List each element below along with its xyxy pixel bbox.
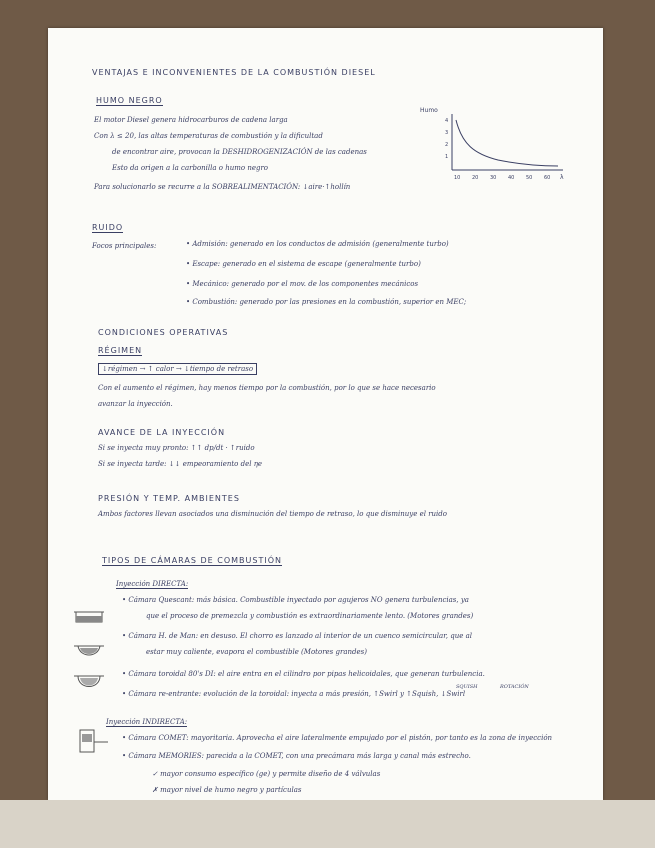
heading-regimen: RÉGIMEN [98, 346, 143, 355]
humo-line-5: Para solucionarlo se recurre a la SOBREALIMENTACIÓN: ↓aire·↑hollín [94, 183, 351, 191]
graph-xtick: 40 [508, 175, 515, 181]
rotacion-note: ROTACIÓN [500, 684, 529, 690]
regimen-text-1: Con el aumento el régimen, hay menos tiempo por la combustión, por lo que se hace necesario [98, 384, 436, 392]
heading-avance: AVANCE DE LA INYECCIÓN [98, 428, 226, 437]
graph-ytick: 4 [445, 118, 449, 124]
graph-xtick: 10 [454, 175, 461, 181]
graph-curve [456, 120, 558, 166]
ruido-intro: Focos principales: [92, 242, 157, 250]
directa-item: • Cámara toroidal 80's DI: el aire entra en el cilindro por pipas helicoidales, que generan turbulencia. [122, 670, 485, 678]
heading-humo-negro: HUMO NEGRO [96, 96, 163, 105]
directa-item: que el proceso de premezcla y combustión es extraordinariamente lento. (Motores grandes) [146, 612, 474, 620]
page-title: VENTAJAS E INCONVENIENTES DE LA COMBUSTIÓN DIESEL [92, 68, 376, 77]
chamber-sketches-icon [70, 598, 110, 698]
humo-lambda-graph [418, 104, 568, 184]
ruido-item: • Combustión: generado por las presiones en la combustión, superior en MEC; [186, 298, 467, 306]
heading-ruido: RUIDO [92, 223, 124, 232]
table-surface [0, 800, 655, 848]
indirecta-pro: ✓ mayor consumo específico (ge) y permite diseño de 4 válvulas [152, 770, 381, 778]
directa-item: • Cámara H. de Man: en desuso. El chorro es lanzado al interior de un cuenco semicircular, que al [122, 632, 473, 640]
indirecta-item: • Cámara COMET: mayoritaria. Aprovecha el aire lateralmente empujado por el pistón, por tanto es la zona de inyección [122, 734, 553, 742]
indirecta-item: • Cámara MEMORIES: parecida a la COMET, con una precámara más larga y canal más estrecho. [122, 752, 471, 760]
graph-ytick: 3 [445, 130, 449, 136]
humo-line-2: Con λ ≤ 20, las altas temperaturas de combustión y la dificultad [94, 132, 323, 140]
presion-line-1: Ambos factores llevan asociados una disminución del tiempo de retraso, lo que disminuye el ruido [98, 510, 447, 518]
directa-label: Inyección DIRECTA: [116, 580, 189, 588]
avance-line-2: Si se inyecta tarde: ↓↓ empeoramiento del ηe [98, 460, 263, 468]
humo-line-3: de encontrar aire, provocan la DESHIDROGENIZACIÓN de las cadenas [112, 148, 367, 156]
graph-ytick: 1 [445, 154, 449, 160]
graph-xtick: 50 [526, 175, 533, 181]
ruido-item: • Escape: generado en el sistema de escape (generalmente turbo) [186, 260, 421, 268]
directa-item: estar muy caliente, evapora el combustible (Motores grandes) [146, 648, 367, 656]
regimen-box: ↓régimen → ↑ calor → ↓tiempo de retraso [98, 363, 257, 375]
ruido-item: • Admisión: generado en los conductos de admisión (generalmente turbo) [186, 240, 449, 248]
graph-ytick: 2 [445, 142, 449, 148]
heading-condiciones: CONDICIONES OPERATIVAS [98, 328, 229, 337]
heading-presion: PRESIÓN Y TEMP. AMBIENTES [98, 494, 240, 503]
indirecta-con: ✗ mayor nivel de humo negro y partículas [152, 786, 302, 794]
avance-line-1: Si se inyecta muy pronto: ↑↑ dp/dt · ↑ruido [98, 444, 255, 452]
humo-line-4: Esto da origen a la carbonilla o humo negro [112, 164, 269, 172]
heading-tipos: TIPOS DE CÁMARAS DE COMBUSTIÓN [102, 556, 282, 565]
graph-xtick: 60 [544, 175, 551, 181]
graph-xtick: 30 [490, 175, 497, 181]
directa-item: • Cámara re-entrante: evolución de la toroidal: inyecta a más presión, ↑Swirl y ↑Squish, ↓Swirl [122, 690, 466, 698]
graph-ylabel: Humo [420, 107, 438, 114]
regimen-text-2: avanzar la inyección. [98, 400, 173, 408]
graph-xlabel: λ [560, 174, 564, 181]
paper-sheet [48, 28, 603, 800]
ruido-item: • Mecánico: generado por el mov. de los componentes mecánicos [186, 280, 419, 288]
precamera-sketch-icon [74, 722, 114, 762]
directa-item: • Cámara Quescant: más básica. Combustible inyectado por agujeros NO genera turbulencias, ya [122, 596, 469, 604]
squish-note: SQUISH [456, 684, 478, 690]
humo-line-1: El motor Diesel genera hidrocarburos de cadena larga [94, 116, 288, 124]
indirecta-label: Inyección INDIRECTA: [106, 718, 188, 726]
graph-xtick: 20 [472, 175, 479, 181]
